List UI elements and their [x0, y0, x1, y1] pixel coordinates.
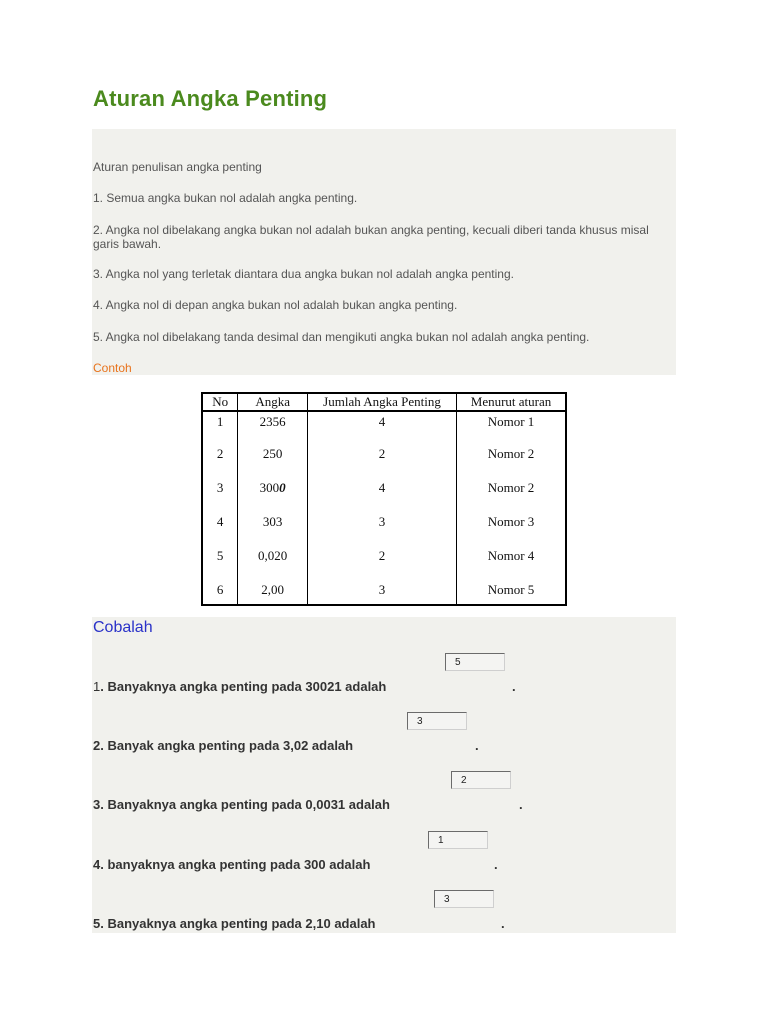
table-row	[202, 537, 566, 571]
column-header-jumlah: Jumlah Angka Penting	[308, 393, 457, 411]
question-1-number: 1	[93, 679, 101, 694]
exercise-heading: Cobalah	[93, 619, 153, 636]
cell-angka: 2356	[238, 411, 308, 435]
cell-jumlah: 4	[308, 411, 457, 435]
table-row	[202, 469, 566, 503]
column-header-angka: Angka	[238, 393, 308, 411]
rules-intro: Aturan penulisan angka penting	[93, 160, 262, 174]
cell-angka: 250	[238, 435, 308, 469]
example-heading: Contoh	[93, 361, 132, 375]
cell-no: 5	[202, 537, 238, 571]
cell-jumlah: 4	[308, 469, 457, 503]
table-header-row	[202, 393, 566, 411]
rule-item-3: 3. Angka nol yang terletak diantara dua angka bukan nol adalah angka penting.	[93, 267, 514, 281]
question-5: 5. Banyaknya angka penting pada 2,10 adalah	[93, 916, 376, 931]
question-1	[93, 679, 386, 694]
question-3-end: .	[519, 797, 523, 812]
angka-digits: 300	[259, 480, 280, 495]
answer-input-5[interactable]	[434, 890, 494, 908]
question-4: 4. banyaknya angka penting pada 300 adalah	[93, 857, 371, 872]
table-row	[202, 571, 566, 605]
question-2-end: .	[475, 738, 479, 753]
cell-no: 4	[202, 503, 238, 537]
cell-angka: 2,00	[238, 571, 308, 605]
cell-jumlah: 3	[308, 503, 457, 537]
rules-panel	[92, 129, 676, 375]
cell-aturan: Nomor 1	[457, 411, 566, 435]
cell-jumlah: 3	[308, 571, 457, 605]
cell-aturan: Nomor 4	[457, 537, 566, 571]
rule-item-5: 5. Angka nol dibelakang tanda desimal dan mengikuti angka bukan nol adalah angka penting.	[93, 330, 590, 344]
question-2: 2. Banyak angka penting pada 3,02 adalah	[93, 738, 354, 753]
cell-jumlah: 2	[308, 435, 457, 469]
question-5-end: .	[501, 916, 505, 931]
question-4-end: .	[494, 857, 498, 872]
angka-marked-zero: 0	[279, 480, 286, 495]
table-row	[202, 411, 566, 435]
cell-no: 1	[202, 411, 238, 435]
page-title: Aturan Angka Penting	[93, 86, 328, 111]
column-header-no: No	[202, 393, 238, 411]
answer-input-3[interactable]	[451, 771, 511, 789]
cell-aturan: Nomor 3	[457, 503, 566, 537]
rule-item-2: 2. Angka nol dibelakang angka bukan nol adalah bukan angka penting, kecuali diberi tanda khusus misal garis bawah.	[93, 223, 649, 251]
cell-aturan: Nomor 5	[457, 571, 566, 605]
cell-angka: 303	[238, 503, 308, 537]
question-3: 3. Banyaknya angka penting pada 0,0031 adalah	[93, 797, 390, 812]
rule-item-4: 4. Angka nol di depan angka bukan nol adalah bukan angka penting.	[93, 298, 458, 312]
column-header-aturan: Menurut aturan	[457, 393, 566, 411]
cell-angka: 0,020	[238, 537, 308, 571]
table-row	[202, 503, 566, 537]
question-1-text: . Banyaknya angka penting pada 30021 adalah	[100, 679, 387, 694]
question-1-end: .	[512, 679, 516, 694]
cell-angka	[238, 469, 308, 503]
exercise-panel	[92, 617, 676, 933]
cell-aturan: Nomor 2	[457, 469, 566, 503]
cell-aturan: Nomor 2	[457, 435, 566, 469]
answer-input-2[interactable]	[407, 712, 467, 730]
answer-input-1[interactable]	[445, 653, 505, 671]
rule-item-1: 1. Semua angka bukan nol adalah angka penting.	[93, 191, 358, 205]
answer-input-4[interactable]	[428, 831, 488, 849]
cell-no: 3	[202, 469, 238, 503]
example-table	[201, 392, 567, 606]
cell-no: 2	[202, 435, 238, 469]
cell-no: 6	[202, 571, 238, 605]
cell-jumlah: 2	[308, 537, 457, 571]
table-row	[202, 435, 566, 469]
